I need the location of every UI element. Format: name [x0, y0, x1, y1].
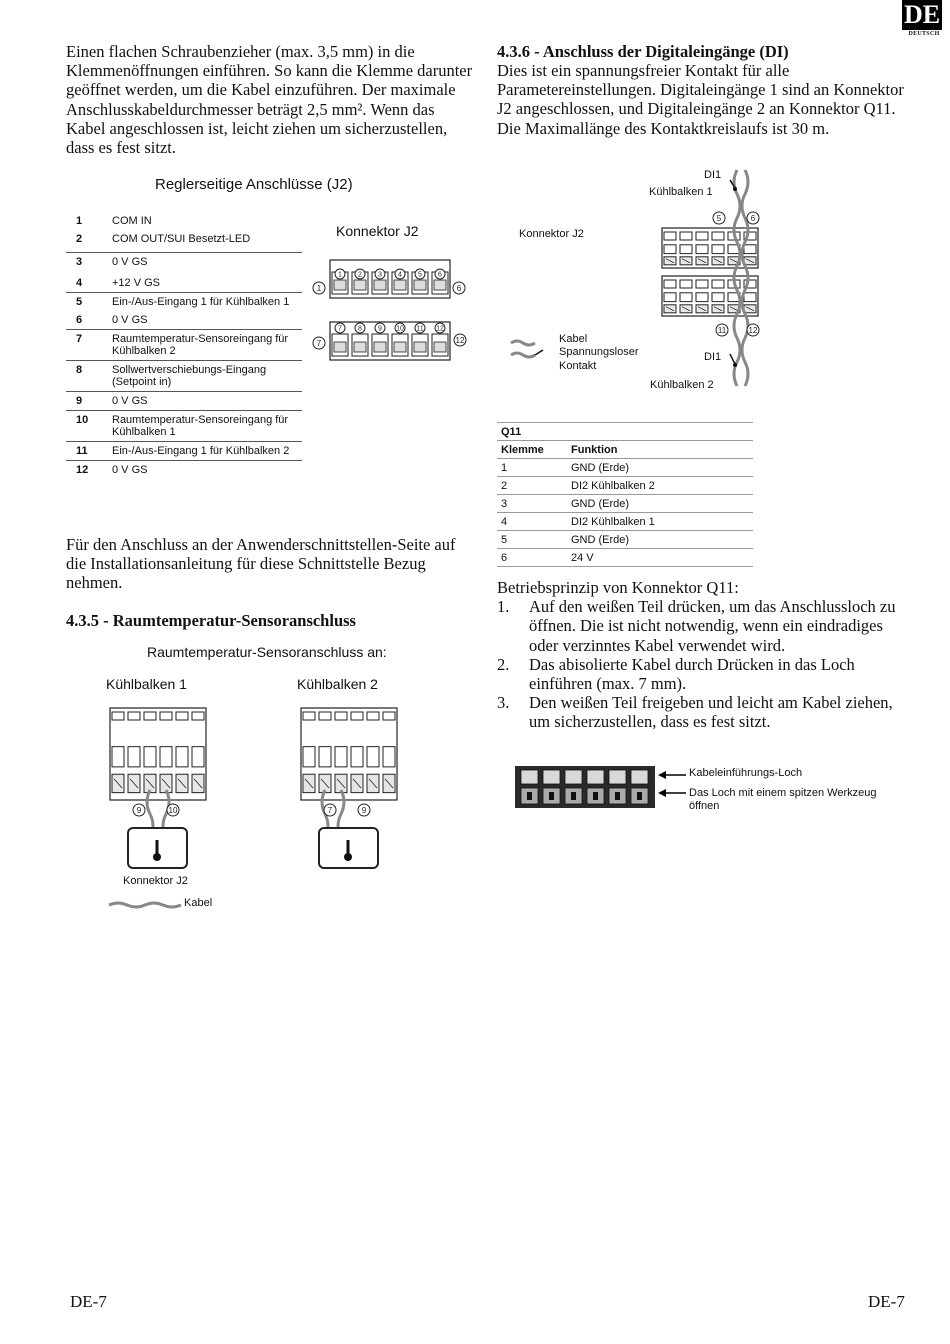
pin-function: 0 V GS — [112, 314, 148, 326]
q11-funktion: GND (Erde) — [567, 495, 753, 513]
q11-header-klemme: Klemme — [497, 441, 567, 459]
pin-circle-label: 10 — [168, 805, 178, 815]
pin-number: 3 — [66, 252, 112, 274]
terminal-top-slot — [696, 232, 708, 240]
terminal-top-slot — [192, 712, 204, 720]
pin-number-circle — [375, 269, 385, 279]
beam-bottom-label: Kühlbalken 2 — [650, 379, 714, 391]
photo-hole — [549, 792, 554, 800]
cable-label-3: Kontakt — [559, 360, 597, 372]
pin-number-circle — [435, 323, 445, 333]
j2-top-screw — [374, 280, 386, 290]
di1-bottom-label: DI1 — [704, 351, 722, 363]
q11-row — [497, 477, 753, 495]
legend-connector-label: Konnektor J2 — [123, 875, 188, 887]
photo-label-2b: öffnen — [689, 800, 720, 812]
terminal-top-slot — [680, 232, 692, 240]
pin-circle-label: 1 — [338, 271, 342, 279]
pin-circle-label: 5 — [418, 271, 422, 279]
pin-function: 0 V GS — [112, 461, 302, 480]
q11-funktion: DI2 Kühlbalken 1 — [567, 513, 753, 531]
pin-circle-label: 7 — [338, 325, 342, 333]
terminal-screw-slot — [112, 747, 124, 767]
beam1-label: Kühlbalken 1 — [106, 676, 187, 692]
q11-step — [497, 693, 907, 731]
pin-number-circle — [375, 323, 385, 333]
beam2-label: Kühlbalken 2 — [297, 676, 378, 692]
pin-circle-label: 11 — [416, 325, 424, 333]
pin-number: 4 — [76, 277, 83, 289]
q11-step-number: 1. — [497, 597, 510, 617]
cable-label-2: Spannungsloser — [559, 346, 639, 358]
di1-switch-bottom-dot — [733, 363, 737, 367]
j2-top-screw — [434, 280, 446, 290]
pin-function: Raumtemperatur-Sensoreingang für Kühlbalken 1 — [112, 411, 302, 442]
terminal-top-slot — [144, 712, 156, 720]
pin-number-circle — [415, 323, 425, 333]
terminal-screw-slot — [319, 747, 331, 767]
pin-circle-label: 4 — [398, 271, 402, 279]
pin-circle-label: 6 — [456, 283, 462, 293]
pin-circle-label: 7 — [327, 805, 333, 815]
q11-step — [497, 655, 907, 693]
pin-row — [66, 252, 302, 274]
q11-principle-intro: Betriebsprinzip von Konnektor Q11: — [497, 578, 739, 597]
pin-row — [66, 461, 302, 480]
photo-hole — [593, 792, 598, 800]
terminal-screw-slot — [128, 747, 140, 767]
pin-circle-label: 7 — [316, 338, 322, 348]
pin-number: 8 — [66, 361, 112, 392]
pin-number-circle — [313, 282, 325, 294]
q11-klemme: 5 — [497, 531, 567, 549]
j2-top-screw — [334, 280, 346, 290]
terminal-screw-slot — [744, 245, 756, 254]
q11-step-text: Das abisolierte Kabel durch Drücken in das Loch einführen (max. 7 mm). — [529, 654, 855, 694]
photo-hole — [571, 792, 576, 800]
q11-step-text: Den weißen Teil freigeben und leicht am Kabel ziehen, um sicherzustellen, dass es fest sitzt. — [529, 693, 893, 732]
pin-function: Ein-/Aus-Eingang 1 für Kühlbalken 1 — [112, 293, 302, 312]
pin-number: 9 — [66, 392, 112, 411]
terminal-screw-slot — [351, 747, 363, 767]
j2-bottom-screw — [334, 342, 346, 352]
pin-row — [66, 212, 302, 230]
q11-klemme: 1 — [497, 459, 567, 477]
pin-row — [66, 230, 302, 252]
terminal-screw-slot — [664, 245, 676, 254]
pin-row — [66, 293, 302, 312]
photo-hole — [527, 792, 532, 800]
photo-white-button — [631, 770, 648, 784]
footer-left-page-number: DE-7 — [70, 1292, 107, 1311]
pin-number: 5 — [66, 293, 112, 312]
q11-row — [497, 549, 753, 567]
thermometer-bulb-icon — [153, 853, 161, 861]
pin-circle-label: 2 — [358, 271, 362, 279]
pin-row — [66, 442, 302, 461]
sensor-terminal-block — [110, 708, 206, 800]
pin-number-circle — [395, 323, 405, 333]
pin-row — [66, 411, 302, 442]
q11-step-number: 3. — [497, 693, 510, 713]
language-code: DE — [903, 0, 941, 29]
pin-row — [66, 274, 302, 293]
pin-number-circle — [335, 323, 345, 333]
j2-top-screw — [354, 280, 366, 290]
pin-row — [66, 361, 302, 392]
pin-number-circle — [454, 334, 466, 346]
q11-funktion: GND (Erde) — [567, 459, 753, 477]
photo-label-1: Kabeleinführungs-Loch — [689, 767, 803, 779]
pin-number: 11 — [66, 442, 112, 461]
q11-title: Q11 — [497, 423, 753, 441]
pin-circle-label: 12 — [436, 325, 444, 333]
terminal-top-slot — [128, 712, 140, 720]
terminal-screw-slot — [712, 293, 724, 302]
pin-number: 7 — [66, 330, 112, 361]
pin-circle-label: 9 — [361, 805, 367, 815]
interface-paragraph: Für den Anschluss an der Anwenderschnittstellen-Seite auf die Installationsanleitung für diese Schnittstelle Bezug nehmen. — [66, 535, 456, 593]
beam-top-label: Kühlbalken 1 — [649, 186, 713, 198]
sensor-caption: Raumtemperatur-Sensoranschluss an: — [147, 644, 387, 660]
photo-arrows — [654, 766, 690, 802]
pin-circle-label: 12 — [748, 325, 758, 335]
terminal-top-slot — [160, 712, 172, 720]
pin-number-circle — [747, 212, 759, 224]
terminal-screw-slot — [696, 245, 708, 254]
terminal-top-slot — [176, 712, 188, 720]
q11-klemme: 6 — [497, 549, 567, 567]
pin-function: COM IN — [112, 215, 152, 227]
j2-bottom-screw — [394, 342, 406, 352]
pin-row — [66, 330, 302, 361]
terminal-top-slot — [303, 712, 315, 720]
pin-number-circle — [415, 269, 425, 279]
pin-circle-label: 12 — [455, 335, 465, 345]
photo-white-button — [587, 770, 604, 784]
di1-switch-top-dot — [733, 187, 737, 191]
j2-bottom-screw — [434, 342, 446, 352]
terminal-screw-slot — [744, 293, 756, 302]
q11-header-funktion: Funktion — [567, 441, 753, 459]
terminal-top-slot — [664, 280, 676, 288]
pin-number-circle — [453, 282, 465, 294]
terminal-screw-slot — [160, 747, 172, 767]
pin-function: +12 V GS — [112, 277, 161, 289]
pin-number-circle — [747, 324, 759, 336]
q11-row — [497, 459, 753, 477]
pin-number: 6 — [76, 314, 83, 326]
q11-klemme: 4 — [497, 513, 567, 531]
pin-circle-label: 9 — [136, 805, 142, 815]
pin-number-circle — [716, 324, 728, 336]
terminal-screw-slot — [335, 747, 347, 767]
pin-circle-label: 9 — [378, 325, 382, 333]
di1-switch-bottom — [730, 354, 735, 364]
photo-white-button — [609, 770, 626, 784]
di-diagram — [497, 160, 787, 395]
q11-step-text: Auf den weißen Teil drücken, um das Anschlussloch zu öffnen. Die ist nicht notwendig, wenn ein eindradiges oder verzinntes Kabel verwendet wird. — [529, 597, 896, 655]
q11-step — [497, 597, 907, 655]
terminal-screw-slot — [383, 747, 395, 767]
photo-hole — [637, 792, 642, 800]
q11-row — [497, 513, 753, 531]
j2-bottom-screw — [374, 342, 386, 352]
photo-hole — [615, 792, 620, 800]
pin-function: 0 V GS — [112, 392, 302, 411]
pin-number: 1 — [76, 215, 83, 227]
q11-row — [497, 495, 753, 513]
pin-number-circle — [355, 269, 365, 279]
terminal-screw-slot — [680, 293, 692, 302]
terminal-screw-slot — [664, 293, 676, 302]
terminal-screw-slot — [176, 747, 188, 767]
pin-number-circle — [313, 337, 325, 349]
pin-number: 10 — [66, 411, 112, 442]
terminal-top-slot — [680, 280, 692, 288]
terminal-top-slot — [367, 712, 379, 720]
footer-right-page-number: DE-7 — [868, 1292, 905, 1311]
di-paragraph: Dies ist ein spannungsfreier Kontakt für alle Parametereinstellungen. Digitaleingänge 1 sind an Konnektor J2 angeschlossen, und Digitaleingänge 2 an Konnektor Q11. Die Maximallänge des Kontaktkreislaufs ist 30 m. — [497, 61, 904, 138]
pin-circle-label: 11 — [717, 325, 727, 335]
pin-function: 0 V GS — [112, 252, 302, 274]
pin-number-circle — [358, 804, 370, 816]
di1-top-label: DI1 — [704, 169, 722, 181]
pin-number: 12 — [66, 461, 112, 480]
j2-bottom-screw — [414, 342, 426, 352]
pin-function: Ein-/Aus-Eingang 1 für Kühlbalken 2 — [112, 442, 302, 461]
j2-top-screw — [394, 280, 406, 290]
pin-function: Sollwertverschiebungs-Eingang (Setpoint in) — [112, 361, 302, 392]
j2-bottom-screw — [354, 342, 366, 352]
cable-label-1: Kabel — [559, 333, 588, 345]
pin-number-circle — [395, 269, 405, 279]
pin-circle-label: 10 — [396, 325, 404, 333]
pin-circle-label: 8 — [358, 325, 362, 333]
di-heading: 4.3.6 - Anschluss der Digitaleingänge (DI) — [497, 42, 789, 61]
pin-number-circle — [713, 212, 725, 224]
pin-function: Raumtemperatur-Sensoreingang für Kühlbalken 2 — [112, 330, 302, 361]
photo-white-button — [543, 770, 560, 784]
q11-table — [497, 422, 753, 567]
terminal-top-slot — [696, 280, 708, 288]
pin-circle-label: 6 — [750, 213, 756, 223]
terminal-top-slot — [664, 232, 676, 240]
photo-white-button — [521, 770, 538, 784]
pin-number-circle — [167, 804, 179, 816]
pin-row — [66, 311, 302, 330]
j2-connector-diagram — [310, 240, 470, 380]
q11-klemme: 3 — [497, 495, 567, 513]
j2-top-screw — [414, 280, 426, 290]
legend-cable-icon — [511, 341, 535, 345]
j2-title: Reglerseitige Anschlüsse (J2) — [155, 176, 353, 193]
terminal-top-slot — [383, 712, 395, 720]
pin-circle-label: 3 — [378, 271, 382, 279]
pin-circle-label: 6 — [438, 271, 442, 279]
pin-circle-label: 5 — [716, 213, 722, 223]
pin-circle-label: 1 — [316, 283, 322, 293]
terminal-top-slot — [112, 712, 124, 720]
j2-connector-label: Konnektor J2 — [336, 223, 419, 239]
sensor-terminal-block — [301, 708, 397, 800]
sensor-heading: 4.3.5 - Raumtemperatur-Sensoranschluss — [66, 611, 356, 630]
photo-label-2a: Das Loch mit einem spitzen Werkzeug — [689, 787, 877, 799]
terminal-screw-slot — [303, 747, 315, 767]
legend-cable-label: Kabel — [184, 897, 213, 909]
q11-funktion: 24 V — [567, 549, 753, 567]
legend-contact-icon — [535, 350, 543, 355]
terminal-screw-slot — [192, 747, 204, 767]
terminal-top-slot — [712, 280, 724, 288]
pin-number-circle — [355, 323, 365, 333]
q11-funktion: DI2 Kühlbalken 2 — [567, 477, 753, 495]
pin-number: 2 — [76, 233, 83, 245]
q11-klemme: 2 — [497, 477, 567, 495]
q11-row — [497, 531, 753, 549]
terminal-top-slot — [351, 712, 363, 720]
language-label: DEUTSCH — [908, 31, 940, 37]
terminal-top-slot — [335, 712, 347, 720]
q11-funktion: GND (Erde) — [567, 531, 753, 549]
pin-number-circle — [435, 269, 445, 279]
terminal-screw-slot — [696, 293, 708, 302]
pin-number-circle — [133, 804, 145, 816]
legend-cable-icon — [107, 900, 183, 910]
thermometer-bulb-icon — [344, 853, 352, 861]
intro-paragraph: Einen flachen Schraubenzieher (max. 3,5 mm) in die Klemmenöffnungen einführen. So kann die Klemme darunter geöffnet werden, um die Kabel einzuführen. Der maximale Anschlusskabeldurchmesser beträgt 2,5 mm². Wenn das Kabel angeschlossen ist, leicht ziehen um sicherzustellen, dass es fest sitzt. — [66, 42, 473, 158]
legend-cable-icon — [511, 353, 535, 357]
q11-step-number: 2. — [497, 654, 510, 674]
photo-white-button — [565, 770, 582, 784]
pin-number-circle — [335, 269, 345, 279]
terminal-screw-slot — [367, 747, 379, 767]
pin-number-circle — [324, 804, 336, 816]
q11-principle — [497, 578, 907, 732]
pin-function: COM OUT/SUI Besetzt-LED — [112, 233, 251, 245]
terminal-screw-slot — [712, 245, 724, 254]
terminal-top-slot — [319, 712, 331, 720]
di-connector-label: Konnektor J2 — [519, 228, 584, 240]
terminal-screw-slot — [144, 747, 156, 767]
terminal-top-slot — [712, 232, 724, 240]
j2-pin-table — [66, 212, 302, 479]
terminal-screw-slot — [680, 245, 692, 254]
language-badge — [902, 0, 950, 40]
pin-row — [66, 392, 302, 411]
